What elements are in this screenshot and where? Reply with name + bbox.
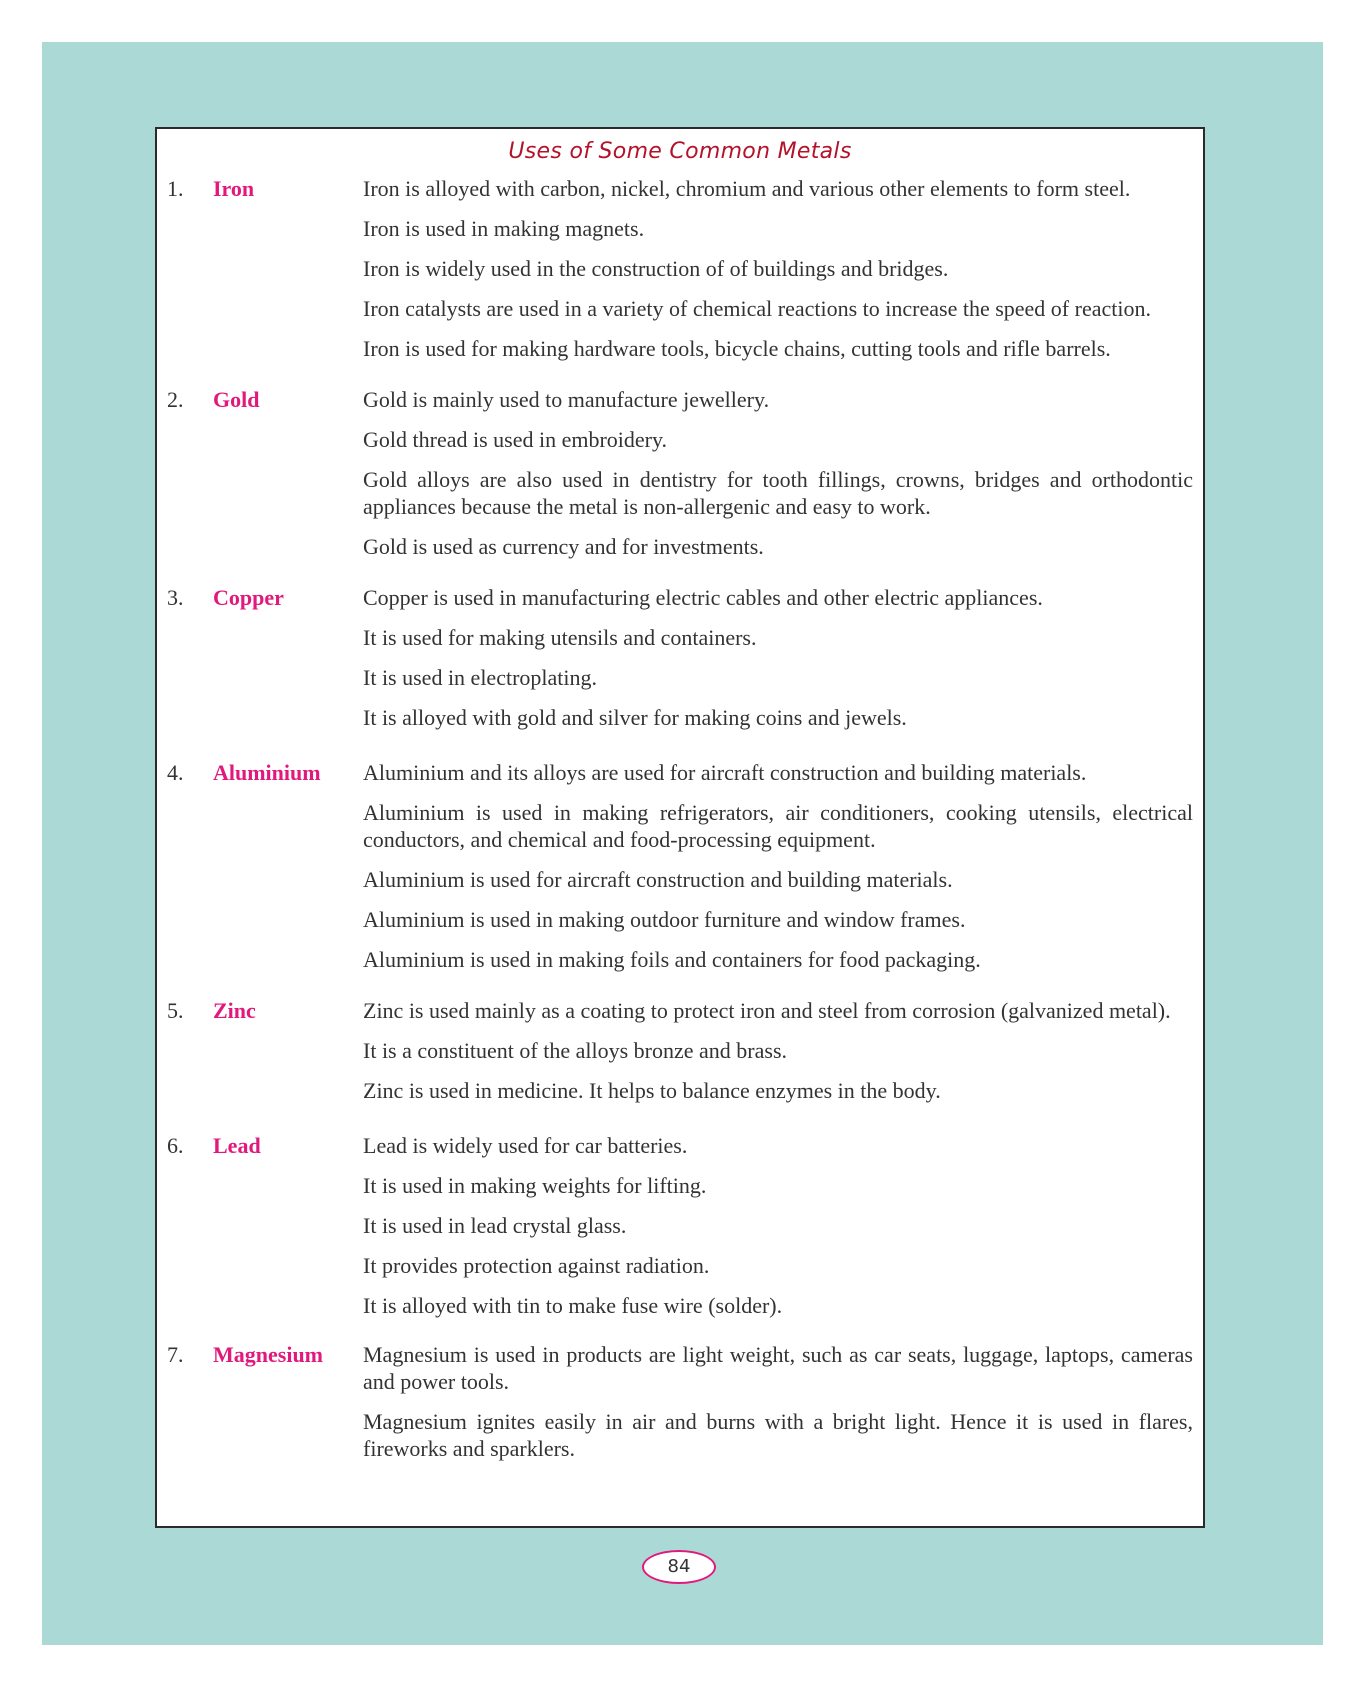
metal-name: Iron (213, 176, 255, 201)
metal-use-item: Aluminium is used for aircraft construction and building materials. (363, 867, 953, 892)
metal-use-item: It is used for making utensils and containers. (363, 625, 757, 650)
metal-uses-list (363, 386, 1193, 560)
metal-number: 4. (167, 760, 184, 785)
metal-use-item: Aluminium and its alloys are used for aircraft construction and building materials. (363, 760, 1087, 785)
metal-use-item: Gold is mainly used to manufacture jewellery. (363, 387, 770, 412)
metal-use-item: Gold thread is used in embroidery. (363, 427, 668, 452)
page-title: Uses of Some Common Metals (508, 139, 852, 164)
metal-use-item: It provides protection against radiation. (363, 1253, 710, 1278)
metals-table-box (155, 127, 1205, 1528)
metal-uses-list (363, 1132, 1193, 1319)
metal-name: Magnesium (213, 1342, 323, 1367)
metal-number: 3. (167, 585, 184, 610)
metal-use-item: Iron is alloyed with carbon, nickel, chromium and various other elements to form steel. (363, 176, 1131, 201)
metal-name: Lead (213, 1133, 261, 1158)
metal-name: Gold (213, 387, 260, 412)
metal-use-item: Copper is used in manufacturing electric cables and other electric appliances. (363, 585, 1043, 610)
metal-entry (167, 997, 1193, 1104)
metal-use-item: Magnesium ignites easily in air and burns with a bright light. Hence it is used in flares, fireworks and sparklers. (363, 1409, 1193, 1461)
metal-entry (167, 386, 1193, 560)
metal-number: 5. (167, 998, 184, 1023)
metal-use-item: It is alloyed with gold and silver for making coins and jewels. (363, 705, 907, 730)
metal-entry (167, 1132, 1193, 1319)
metal-number: 2. (167, 387, 184, 412)
metal-use-item: Aluminium is used in making refrigerators, air conditioners, cooking utensils, electrical conductors, and chemical and food-processing equipment. (363, 800, 1193, 852)
metal-uses-list (363, 584, 1193, 731)
metal-use-item: It is used in lead crystal glass. (363, 1213, 627, 1238)
metal-use-item: Iron catalysts are used in a variety of chemical reactions to increase the speed of reaction. (363, 296, 1151, 321)
metal-use-item: Zinc is used mainly as a coating to protect iron and steel from corrosion (galvanized metal). (363, 998, 1171, 1023)
page-number-badge: 84 (642, 1550, 716, 1584)
metal-uses-list (363, 759, 1193, 973)
metal-name: Aluminium (213, 760, 321, 785)
metal-number: 6. (167, 1133, 184, 1158)
metal-use-item: Lead is widely used for car batteries. (363, 1133, 688, 1158)
metal-name: Zinc (213, 998, 256, 1023)
metals-list (167, 175, 1193, 1475)
metal-number: 7. (167, 1342, 184, 1367)
metal-use-item: Gold is used as currency and for investments. (363, 534, 764, 559)
metal-uses-list (363, 997, 1193, 1104)
metal-use-item: Iron is used for making hardware tools, bicycle chains, cutting tools and rifle barrels. (363, 336, 1111, 361)
metal-use-item: It is used in electroplating. (363, 665, 597, 690)
metal-entry (167, 584, 1193, 731)
metal-entry (167, 175, 1193, 362)
metal-use-item: It is alloyed with tin to make fuse wire (solder). (363, 1293, 783, 1318)
metal-use-item: Magnesium is used in products are light weight, such as car seats, luggage, laptops, cameras and power tools. (363, 1342, 1193, 1394)
metal-use-item: Gold alloys are also used in dentistry for tooth fillings, crowns, bridges and orthodontic appliances because the metal is non-allergenic and easy to work. (363, 467, 1193, 519)
metal-uses-list (363, 1341, 1193, 1462)
metal-use-item: Zinc is used in medicine. It helps to balance enzymes in the body. (363, 1078, 941, 1103)
metal-number: 1. (167, 176, 184, 201)
metal-use-item: Iron is widely used in the construction of of buildings and bridges. (363, 256, 949, 281)
metal-use-item: Aluminium is used in making outdoor furniture and window frames. (363, 907, 966, 932)
metal-use-item: It is used in making weights for lifting. (363, 1173, 707, 1198)
metal-entry (167, 759, 1193, 973)
metal-use-item: Iron is used in making magnets. (363, 216, 645, 241)
metal-use-item: Aluminium is used in making foils and containers for food packaging. (363, 947, 981, 972)
metal-entry (167, 1341, 1193, 1462)
metal-name: Copper (213, 585, 284, 610)
metal-uses-list (363, 175, 1193, 362)
metal-use-item: It is a constituent of the alloys bronze and brass. (363, 1038, 788, 1063)
